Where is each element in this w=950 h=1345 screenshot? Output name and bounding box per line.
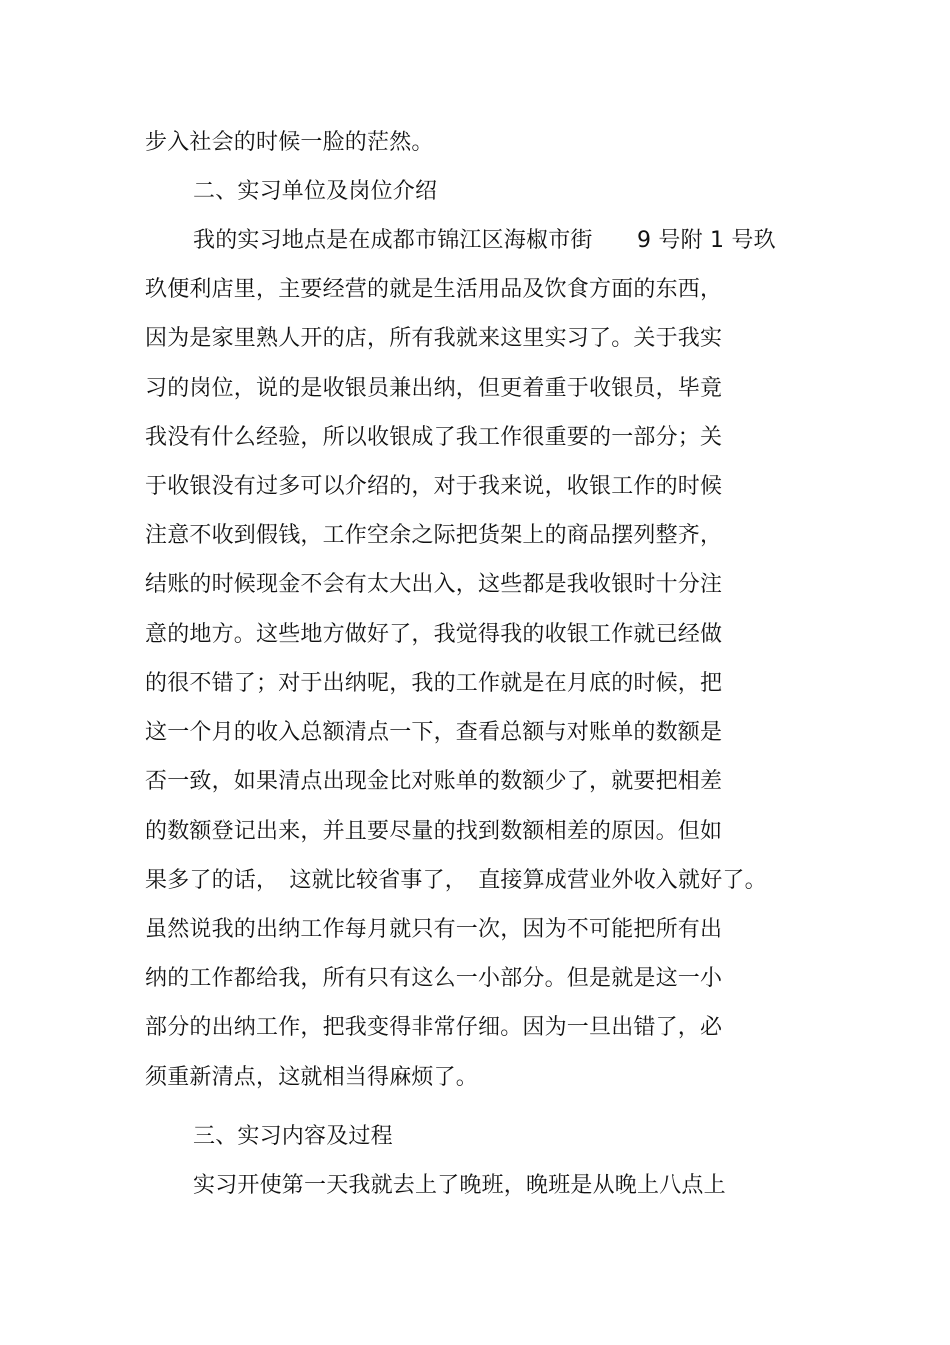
paragraph-line: 虽然说我的出纳工作每月就只有一次，因为不可能把所有出 (145, 917, 723, 942)
paragraph-line: 的很不错了；对于出纳呢，我的工作就是在月底的时候，把 (145, 671, 723, 696)
paragraph-line: 否一致，如果清点出现金比对账单的数额少了，就要把相差 (145, 769, 723, 794)
paragraph-line: 于收银没有过多可以介绍的，对于我来说，收银工作的时候 (145, 474, 723, 499)
paragraph-line: 结账的时候现金不会有太大出入，这些都是我收银时十分注 (145, 572, 723, 597)
paragraph-line: 意的地方。这些地方做好了，我觉得我的收银工作就已经做 (145, 622, 723, 647)
paragraph-line: 果多了的话， 这就比较省事了， 直接算成营业外收入就好了。 (145, 868, 767, 893)
section-heading: 二、实习单位及岗位介绍 (193, 179, 438, 204)
paragraph-line: 因为是家里熟人开的店，所有我就来这里实习了。关于我实 (145, 326, 723, 351)
paragraph-line: 这一个月的收入总额清点一下，查看总额与对账单的数额是 (145, 720, 723, 745)
section-heading: 三、实习内容及过程 (193, 1124, 393, 1149)
paragraph-line: 玖便利店里，主要经营的就是生活用品及饮食方面的东西， (145, 277, 723, 302)
paragraph-line: 我没有什么经验，所以收银成了我工作很重要的一部分；关 (145, 425, 723, 450)
paragraph-line: 习的岗位，说的是收银员兼出纳，但更着重于收银员，毕竟 (145, 376, 723, 401)
paragraph-line: 注意不收到假钱，工作空余之际把货架上的商品摆列整齐， (145, 523, 723, 548)
paragraph-line: 纳的工作都给我，所有只有这么一小部分。但是就是这一小 (145, 966, 723, 991)
paragraph-line: 的数额登记出来，并且要尽量的找到数额相差的原因。但如 (145, 819, 723, 844)
paragraph-line: 部分的出纳工作，把我变得非常仔细。因为一旦出错了，必 (145, 1015, 723, 1040)
paragraph-line: 实习开使第一天我就去上了晚班，晚班是从晚上八点上 (193, 1173, 726, 1198)
paragraph-line: 步入社会的时候一脸的茫然。 (145, 130, 434, 155)
paragraph-line: 须重新清点，这就相当得麻烦了。 (145, 1065, 479, 1090)
paragraph-line: 我的实习地点是在成都市锦江区海椒市街 9 号附 1 号玖 (193, 228, 776, 253)
